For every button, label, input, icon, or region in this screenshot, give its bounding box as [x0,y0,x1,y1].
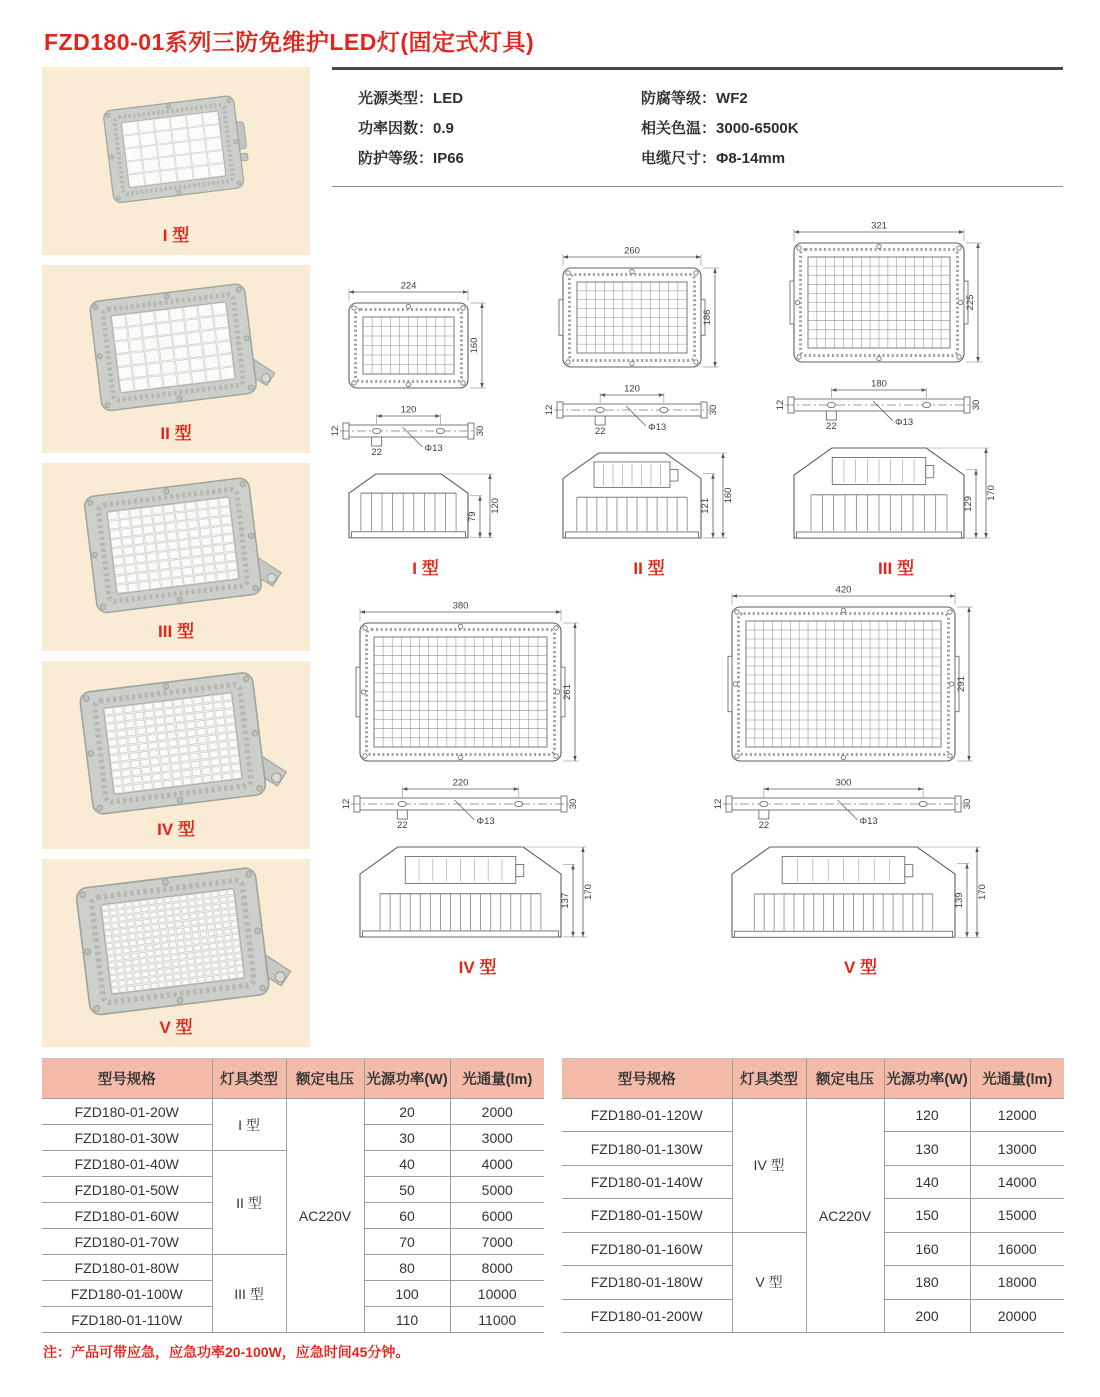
bracket-view [330,404,510,462]
drawing-type-label: II 型 [633,559,665,579]
flux-cell: 6000 [450,1203,544,1229]
drawing-type-label: III 型 [878,559,914,579]
column-header: 光源功率(W) [884,1059,970,1099]
voltage-cell: AC220V [806,1099,884,1333]
flux-cell: 15000 [970,1199,1064,1232]
svg-text:22: 22 [371,447,382,459]
svg-text:170: 170 [986,485,997,501]
product-photo-panel [42,463,310,651]
flux-cell: 12000 [970,1099,1064,1132]
svg-text:30: 30 [971,399,982,411]
product-photo-panel [42,661,310,849]
drawing-group [775,219,1006,579]
svg-text:186: 186 [702,309,713,326]
power-cell: 40 [364,1151,450,1177]
model-cell: FZD180-01-200W [562,1299,732,1332]
svg-text:Φ13: Φ13 [424,443,443,455]
model-cell: FZD180-01-40W [42,1151,212,1177]
model-cell: FZD180-01-20W [42,1099,212,1125]
model-cell: FZD180-01-140W [562,1165,732,1198]
power-cell: 70 [364,1229,450,1255]
model-cell: FZD180-01-160W [562,1232,732,1265]
product-photo-panel [42,67,310,255]
column-header: 光通量(lm) [970,1059,1064,1099]
drawing-group [330,279,510,579]
spec-row: 相关色温：3000-6500K [641,120,799,137]
power-cell: 150 [884,1199,970,1232]
spec-label: 相关色温 [641,120,702,137]
spec-tables [42,1058,1063,1333]
flux-cell: 14000 [970,1165,1064,1198]
side-view [724,841,997,945]
svg-text:120: 120 [624,383,640,395]
column-header: 额定电压 [286,1059,364,1099]
spec-label: 功率因数 [358,120,419,137]
svg-text:Φ13: Φ13 [895,417,914,428]
product-photo [61,272,291,424]
product-photo [61,74,291,226]
model-cell: FZD180-01-80W [42,1255,212,1281]
flux-cell: 18000 [970,1266,1064,1299]
model-cell: FZD180-01-70W [42,1229,212,1255]
type-cell: I 型 [212,1099,286,1151]
svg-text:79: 79 [467,511,478,523]
svg-text:260: 260 [624,245,640,257]
header-row [42,1059,544,1099]
photo-type-label: III 型 [158,622,194,641]
model-cell: FZD180-01-60W [42,1203,212,1229]
column-header: 光通量(lm) [450,1059,544,1099]
spec-value: IP66 [433,150,464,167]
svg-text:22: 22 [397,820,408,832]
svg-text:121: 121 [700,497,711,514]
table-row [42,1099,544,1125]
spec-label: 防腐等级 [641,90,702,107]
svg-text:12: 12 [544,404,555,416]
product-photo [61,668,291,820]
spec-row: 防腐等级：WF2 [641,90,748,107]
front-view [786,219,1006,372]
model-cell: FZD180-01-180W [562,1266,732,1299]
svg-text:12: 12 [330,425,341,437]
power-cell: 200 [884,1299,970,1332]
flux-cell: 7000 [450,1229,544,1255]
type-cell: III 型 [212,1255,286,1333]
spec-label: 防护等级 [358,150,419,167]
column-header: 型号规格 [562,1059,732,1099]
type-cell: II 型 [212,1151,286,1255]
photo-type-label: V 型 [159,1018,193,1037]
svg-text:380: 380 [452,600,469,612]
svg-text:30: 30 [568,799,579,810]
voltage-cell: AC220V [286,1099,364,1333]
bracket-view [341,777,603,835]
flux-cell: 10000 [450,1281,544,1307]
spec-value: WF2 [716,90,748,107]
type-cell: IV 型 [732,1099,806,1233]
spec-value: 0.9 [433,120,454,137]
svg-text:225: 225 [965,294,976,311]
page-title: FZD180-01系列三防免维护LED灯(固定式灯具) [44,29,535,55]
side-view [555,447,743,546]
svg-text:22: 22 [826,421,837,432]
model-cell: FZD180-01-110W [42,1307,212,1333]
svg-text:160: 160 [469,337,480,354]
svg-text:300: 300 [835,777,852,789]
product-photo [61,470,291,622]
model-cell: FZD180-01-30W [42,1125,212,1151]
product-photo-panel [42,265,310,453]
power-cell: 100 [364,1281,450,1307]
spec-value: LED [433,90,464,107]
flux-cell: 3000 [450,1125,544,1151]
svg-text:12: 12 [713,798,724,810]
flux-cell: 13000 [970,1132,1064,1165]
side-view [341,468,510,546]
svg-text:180: 180 [871,378,887,390]
product-photo-column [42,67,310,1047]
spec-label: 光源类型 [358,90,419,107]
svg-text:139: 139 [954,892,965,909]
svg-text:Φ13: Φ13 [476,816,495,828]
model-cell: FZD180-01-50W [42,1177,212,1203]
power-cell: 50 [364,1177,450,1203]
side-view [352,841,603,945]
spec-row: 功率因数：0.9 [358,120,454,137]
svg-text:30: 30 [475,425,486,437]
svg-text:420: 420 [835,584,852,596]
spec-table-right [562,1058,1064,1333]
header-row [562,1059,1064,1099]
column-header: 灯具类型 [212,1059,286,1099]
front-view [724,583,997,771]
photo-type-label: IV 型 [157,820,195,839]
column-header: 灯具类型 [732,1059,806,1099]
power-cell: 20 [364,1099,450,1125]
svg-text:170: 170 [583,884,594,901]
power-cell: 30 [364,1125,450,1151]
column-header: 型号规格 [42,1059,212,1099]
svg-text:291: 291 [956,676,967,692]
spec-row: 电缆尺寸：Φ8-14mm [641,150,786,167]
svg-text:261: 261 [562,684,573,701]
emergency-note: 注：产品可带应急，应急功率20-100W，应急时间45分钟。 [43,1344,410,1360]
svg-text:170: 170 [977,884,988,901]
bracket-view [713,777,997,835]
svg-text:321: 321 [871,220,887,232]
svg-text:12: 12 [775,399,786,411]
bracket-view [544,383,743,441]
flux-cell: 20000 [970,1299,1064,1332]
power-cell: 160 [884,1232,970,1265]
drawing-group [341,599,603,978]
flux-cell: 11000 [450,1307,544,1333]
bracket-view [775,378,1006,436]
svg-text:Φ13: Φ13 [648,422,667,434]
power-cell: 120 [884,1099,970,1132]
svg-text:12: 12 [341,799,352,810]
column-header: 光源功率(W) [364,1059,450,1099]
svg-text:137: 137 [560,893,571,909]
model-cell: FZD180-01-100W [42,1281,212,1307]
svg-text:30: 30 [962,798,973,810]
drawing-group [544,244,743,579]
flux-cell: 2000 [450,1099,544,1125]
dimension-drawings [332,219,1063,978]
svg-text:120: 120 [400,404,417,416]
spec-value: 3000-6500K [716,120,799,137]
product-photo [61,866,291,1018]
svg-text:224: 224 [400,280,417,292]
flux-cell: 5000 [450,1177,544,1203]
right-area [332,67,1063,1047]
drawing-group [713,583,997,978]
svg-text:220: 220 [452,777,469,789]
datasheet-page [0,24,1100,1397]
power-cell: 80 [364,1255,450,1281]
front-view [341,279,510,398]
spec-table-left [42,1058,544,1333]
model-cell: FZD180-01-120W [562,1099,732,1132]
spec-row: 防护等级：IP66 [358,150,464,167]
front-view [555,244,743,377]
power-cell: 180 [884,1266,970,1299]
svg-text:22: 22 [594,426,606,438]
flux-cell: 8000 [450,1255,544,1281]
power-cell: 130 [884,1132,970,1165]
spec-row: 光源类型：LED [358,90,464,107]
photo-type-label: II 型 [160,424,192,443]
drawings-row-2 [332,583,1063,978]
specs-section [332,67,1063,187]
drawing-type-label: IV 型 [458,958,497,978]
power-cell: 60 [364,1203,450,1229]
flux-cell: 4000 [450,1151,544,1177]
spec-column [358,87,641,168]
power-cell: 110 [364,1307,450,1333]
main-content [42,67,1063,1047]
table-row [562,1099,1064,1132]
svg-text:129: 129 [963,495,974,512]
svg-text:120: 120 [490,498,501,515]
svg-text:Φ13: Φ13 [859,816,878,828]
drawing-type-label: V 型 [843,958,878,978]
model-cell: FZD180-01-130W [562,1132,732,1165]
front-view [352,599,603,771]
spec-column [641,87,924,168]
svg-text:22: 22 [758,820,770,832]
svg-text:30: 30 [708,404,719,416]
drawings-row-1 [332,219,1063,579]
side-view [786,442,1006,546]
power-cell: 140 [884,1165,970,1198]
column-header: 额定电压 [806,1059,884,1099]
flux-cell: 16000 [970,1232,1064,1265]
photo-type-label: I 型 [162,226,190,245]
product-photo-panel [42,859,310,1047]
svg-text:160: 160 [723,487,734,504]
type-cell: V 型 [732,1232,806,1332]
spec-value: Φ8-14mm [716,150,786,167]
spec-label: 电缆尺寸 [641,150,702,167]
drawing-type-label: I 型 [412,559,439,579]
model-cell: FZD180-01-150W [562,1199,732,1232]
